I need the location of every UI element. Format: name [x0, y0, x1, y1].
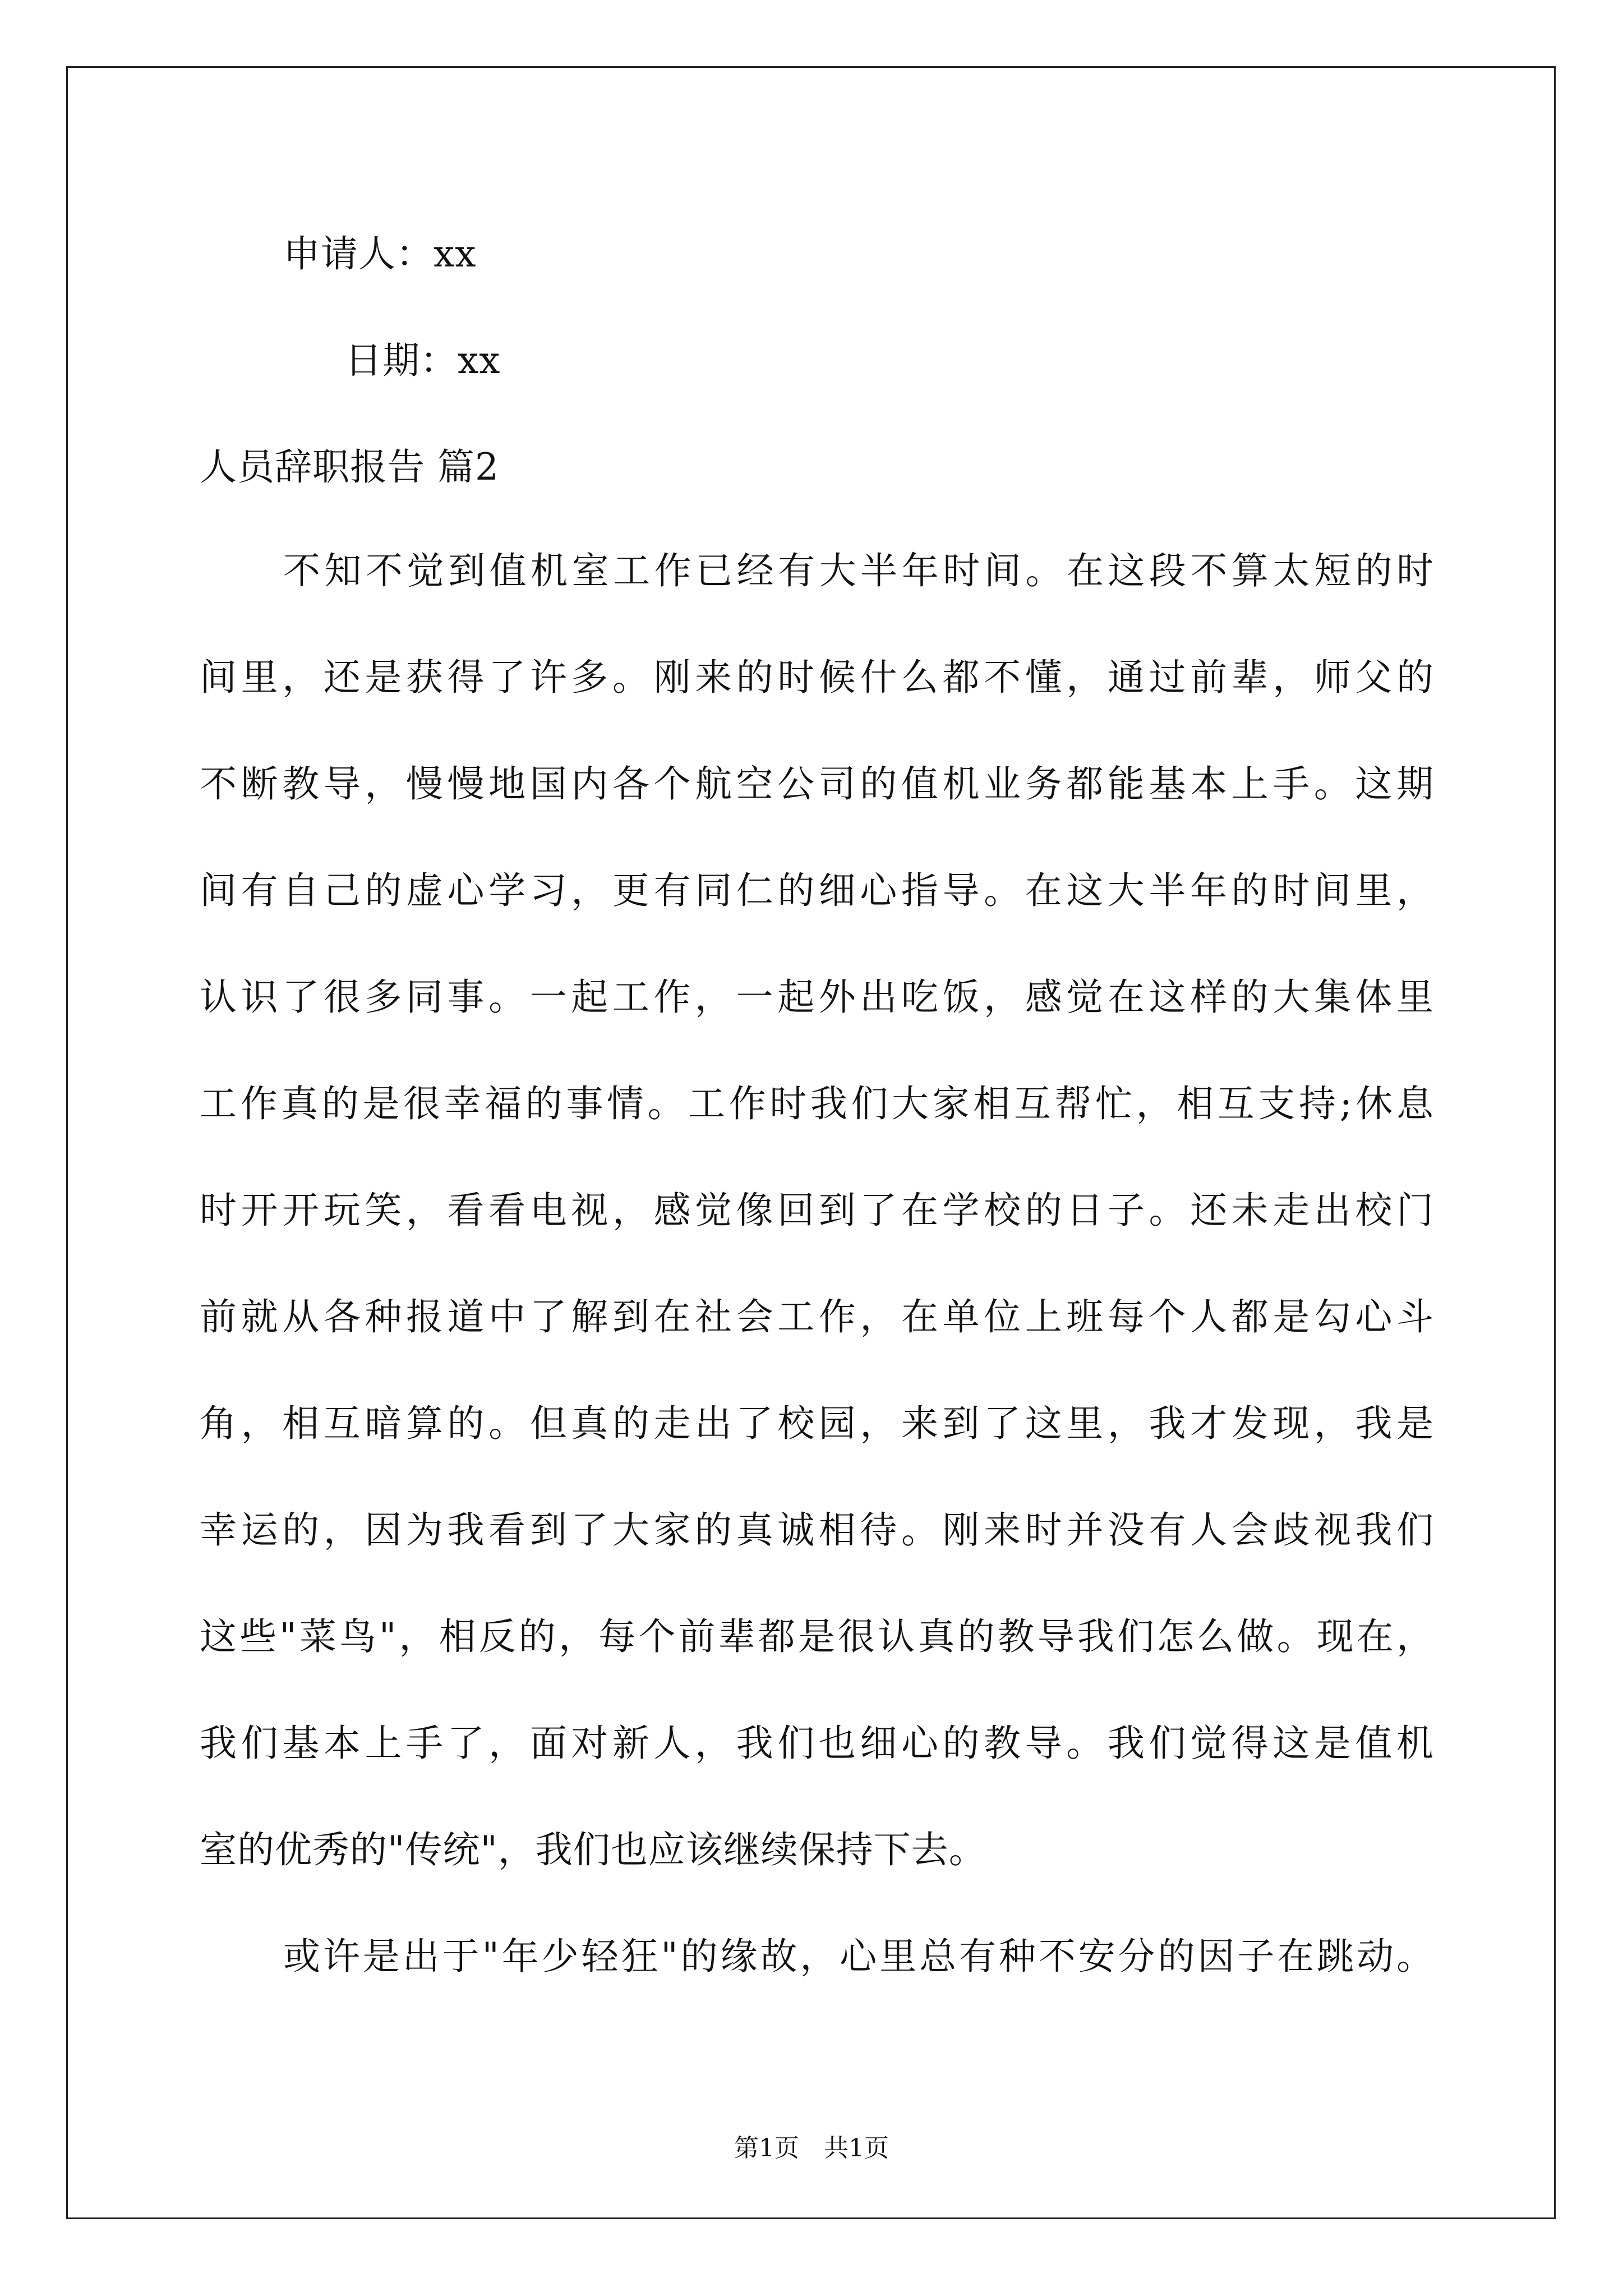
paragraph-line: 这些"菜鸟"，相反的，每个前辈都是很认真的教导我们怎么做。现在，	[200, 1615, 1433, 1658]
paragraph-line: 不断教导，慢慢地国内各个航空公司的值机业务都能基本上手。这期	[200, 762, 1433, 806]
paragraph-line: 认识了很多同事。一起工作，一起外出吃饭，感觉在这样的大集体里	[200, 976, 1433, 1019]
applicant-line: 申请人：xx	[283, 232, 477, 275]
paragraph-line: 角，相互暗算的。但真的走出了校园，来到了这里，我才发现，我是	[200, 1402, 1433, 1445]
paragraph-line: 幸运的，因为我看到了大家的真诚相待。刚来时并没有人会歧视我们	[200, 1508, 1433, 1552]
section-title: 人员辞职报告 篇2	[200, 445, 499, 489]
paragraph-line: 间有自己的虚心学习，更有同仁的细心指导。在这大半年的时间里，	[200, 869, 1433, 912]
paragraph-2-line: 或许是出于"年少轻狂"的缘故，心里总有种不安分的因子在跳动。	[283, 1935, 1433, 1978]
paragraph-line: 前就从各种报道中了解到在社会工作，在单位上班每个人都是勾心斗	[200, 1295, 1433, 1338]
date-line: 日期：xx	[345, 339, 501, 382]
paragraph-line: 工作真的是很幸福的事情。工作时我们大家相互帮忙，相互支持;休息	[200, 1082, 1433, 1125]
paragraph-line: 不知不觉到值机室工作已经有大半年时间。在这段不算太短的时	[283, 549, 1433, 592]
page-border	[66, 66, 1556, 2219]
paragraph-line: 室的优秀的"传统"，我们也应该继续保持下去。	[200, 1828, 986, 1871]
paragraph-line: 时开开玩笑，看看电视，感觉像回到了在学校的日子。还未走出校门	[200, 1189, 1433, 1232]
paragraph-line: 间里，还是获得了许多。刚来的时候什么都不懂，通过前辈，师父的	[200, 656, 1433, 699]
paragraph-line: 我们基本上手了，面对新人，我们也细心的教导。我们觉得这是值机	[200, 1722, 1433, 1765]
page-footer: 第1页 共1页	[734, 2134, 889, 2162]
